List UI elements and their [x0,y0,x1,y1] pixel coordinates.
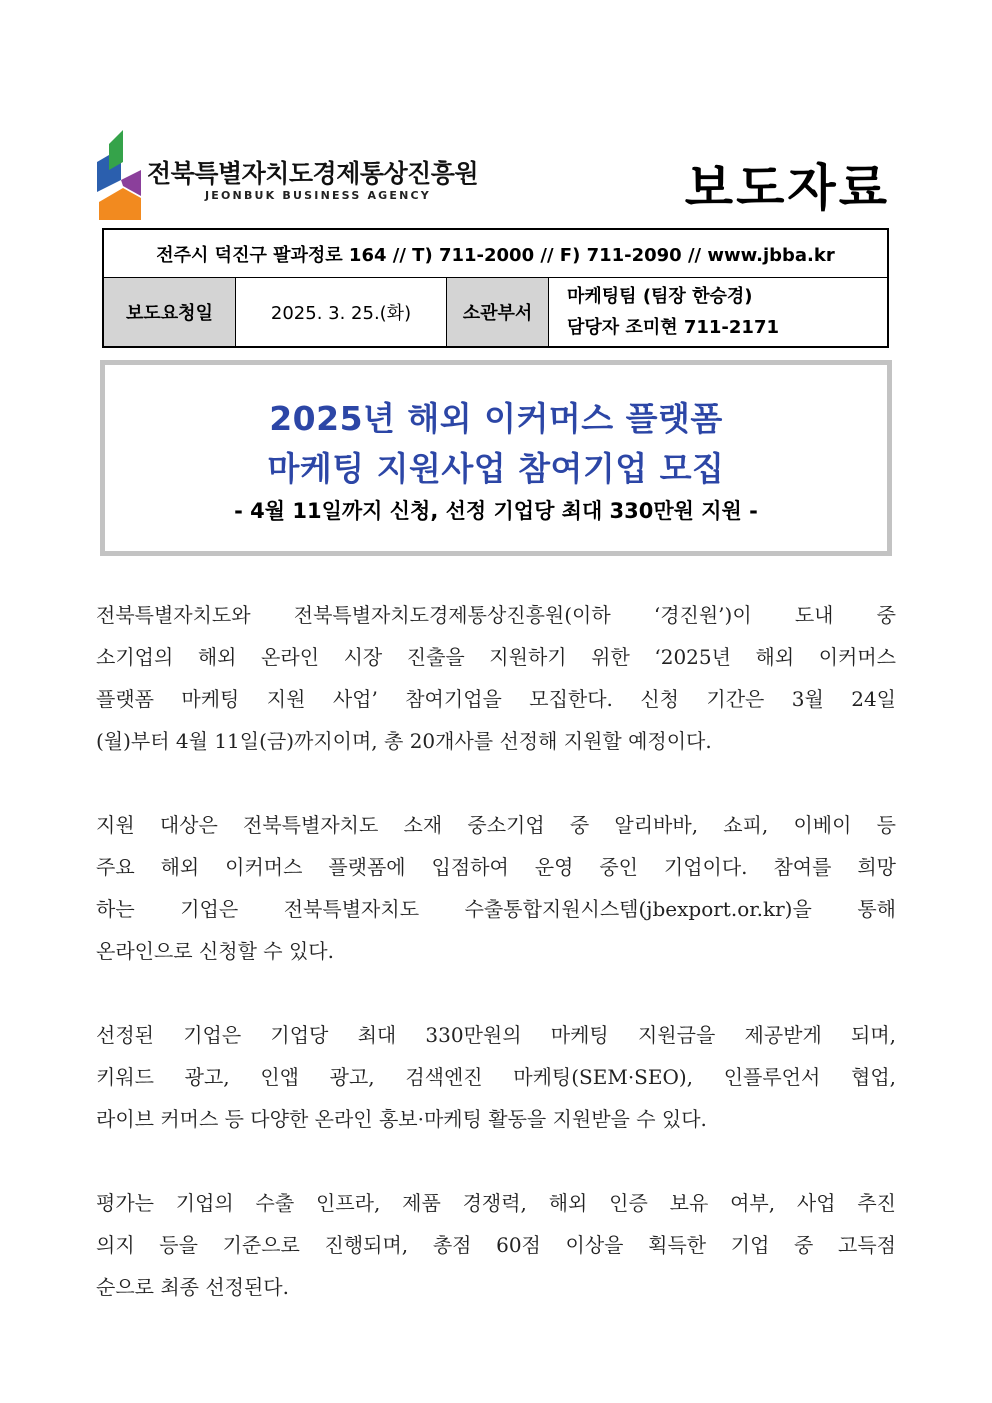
body-line: 소기업의 해외 온라인 시장 진출을 지원하기 위한 ‘2025년 해외 이커머스 [96,645,896,669]
department-contact: 담당자 조미현 711-2171 [567,317,780,338]
logo-shape-orange [99,188,141,220]
body-line: 플랫폼 마케팅 지원 사업’ 참여기업을 모집한다. 신청 기간은 3월 24일 [96,687,896,711]
body-line: 하는 기업은 전북특별자치도 수출통합지원시스템(jbexport.or.kr)을 통해 [96,897,896,921]
headline-line-2: 마케팅 지원사업 참여기업 모집 [267,449,725,488]
request-date-label: 보도요청일 [104,278,236,346]
body-paragraph-1 [96,594,896,762]
body-line: 전북특별자치도와 전북특별자치도경제통상진흥원(이하 ‘경진원’)이 도내 중 [96,603,896,627]
body-line: 온라인으로 신청할 수 있다. [96,939,334,963]
body-line: (월)부터 4월 11일(금)까지이며, 총 20개사를 선정해 지원할 예정이다. [96,729,712,753]
headline-box [100,360,892,556]
department-team: 마케팅팀 (팀장 한승경) [567,286,753,307]
agency-name-english: JEONBUK BUSINESS AGENCY [205,189,431,202]
body-paragraph-4 [96,1182,896,1308]
body-line: 키워드 광고, 인앱 광고, 검색엔진 마케팅(SEM·SEO), 인플루언서 협업, [96,1065,896,1089]
body-line: 선정된 기업은 기업당 최대 330만원의 마케팅 지원금을 제공받게 되며, [96,1023,896,1047]
request-date-value: 2025. 3. 25.(화) [236,278,447,346]
contact-line: 전주시 덕진구 팔과정로 164 // T) 711-2000 // F) 711-2090 // www.jbba.kr [104,230,887,278]
department-label: 소관부서 [447,278,549,346]
press-info-row [104,278,887,346]
body-paragraph-2 [96,804,896,972]
headline-subtitle: - 4월 11일까지 신청, 선정 기업당 최대 330만원 지원 - [234,499,758,523]
agency-name: 전북특별자치도경제통상진흥원 [147,159,479,188]
press-info-table [102,228,889,348]
document-type-title: 보도자료 [684,159,890,217]
body-line: 라이브 커머스 등 다양한 온라인 홍보·마케팅 활동을 지원받을 수 있다. [96,1107,707,1131]
headline-line-1: 2025년 해외 이커머스 플랫폼 [269,399,723,438]
department-value [549,278,887,346]
agency-logo-mark [97,130,143,222]
agency-logo [97,130,477,225]
body-line: 주요 해외 이커머스 플랫폼에 입점하여 운영 중인 기업이다. 참여를 희망 [96,855,896,879]
body-line: 평가는 기업의 수출 인프라, 제품 경쟁력, 해외 인증 보유 여부, 사업 추진 [96,1191,896,1215]
body-line: 순으로 최종 선정된다. [96,1275,289,1299]
body-line: 의지 등을 기준으로 진행되며, 총점 60점 이상을 획득한 기업 중 고득점 [96,1233,896,1257]
body-paragraph-3 [96,1014,896,1140]
body-line: 지원 대상은 전북특별자치도 소재 중소기업 중 알리바바, 쇼피, 이베이 등 [96,813,896,837]
